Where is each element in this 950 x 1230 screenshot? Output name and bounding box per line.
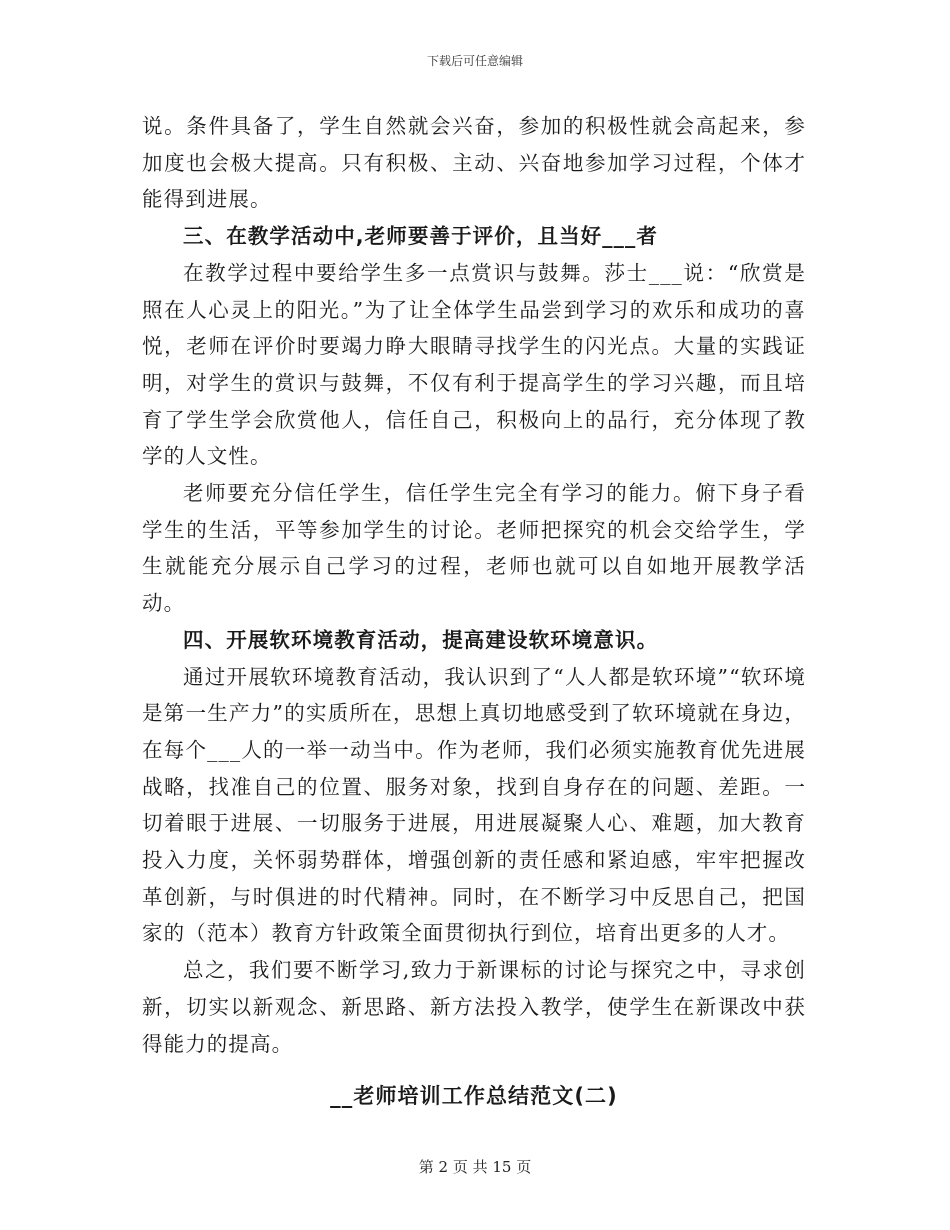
document-body xyxy=(142,108,806,1115)
paragraph-trust-students: 老师要充分信任学生，信任学生完全有学习的能力。俯下身子看学生的生活，平等参加学生的讨论。老师把探究的机会交给学生，学生就能充分展示自己学习的过程，老师也就可以自如地开展教学活动。 xyxy=(142,481,806,616)
paragraph-appreciation: 在教学过程中要给学生多一点赏识与鼓舞。莎士___说：“欣赏是照在人心灵上的阳光。”为了让全体学生品尝到学习的欢乐和成功的喜悦，老师在评价时要竭力睁大眼睛寻找学生的闪光点。大量的实践证明，对学生的赏识与鼓舞，不仅有利于提高学生的学习兴趣，而且培育了学生学会欣赏他人，信任自己，积极向上的品行，充分体现了教学的人文性。 xyxy=(142,260,806,469)
paragraph-conclusion: 总之，我们要不断学习,致力于新课标的讨论与探究之中，寻求创新，切实以新观念、新思路、新方法投入教学，使学生在新课改中获得能力的提高。 xyxy=(142,958,806,1056)
paragraph-soft-environment: 通过开展软环境教育活动，我认识到了“人人都是软环境”“软环境是第一生产力”的实质所在，思想上真切地感受到了软环境就在身边，在每个___人的一举一动当中。作为老师，我们必须实施教育优先进展战略，找准自己的位置、服务对象，找到自身存在的问题、差距。一切着眼于进展、一切服务于进展，用进展凝聚人心、难题，加大教育投入力度，关怀弱势群体，增强创新的责任感和紧迫感，牢牢把握改革创新，与时俱进的时代精神。同时，在不断学习中反思自己，把国家的（范本）教育方针政策全面贯彻执行到位，培育出更多的人才。 xyxy=(142,664,806,946)
page-header-note: 下载后可任意编辑 xyxy=(426,54,523,68)
next-document-title: __老师培训工作总结范文(二) xyxy=(330,1084,618,1109)
section-heading-4: 四、开展软环境教育活动，提高建设软环境意识。 xyxy=(183,627,659,652)
section-heading-3: 三、在教学活动中,老师要善于评价，且当好___者 xyxy=(183,224,658,249)
paragraph-continued: 说。条件具备了，学生自然就会兴奋，参加的积极性就会高起来，参加度也会极大提高。只有积极、主动、兴奋地参加学习过程，个体才能得到进展。 xyxy=(142,114,806,212)
page-number: 第 2 页 共 15 页 xyxy=(418,1158,532,1176)
